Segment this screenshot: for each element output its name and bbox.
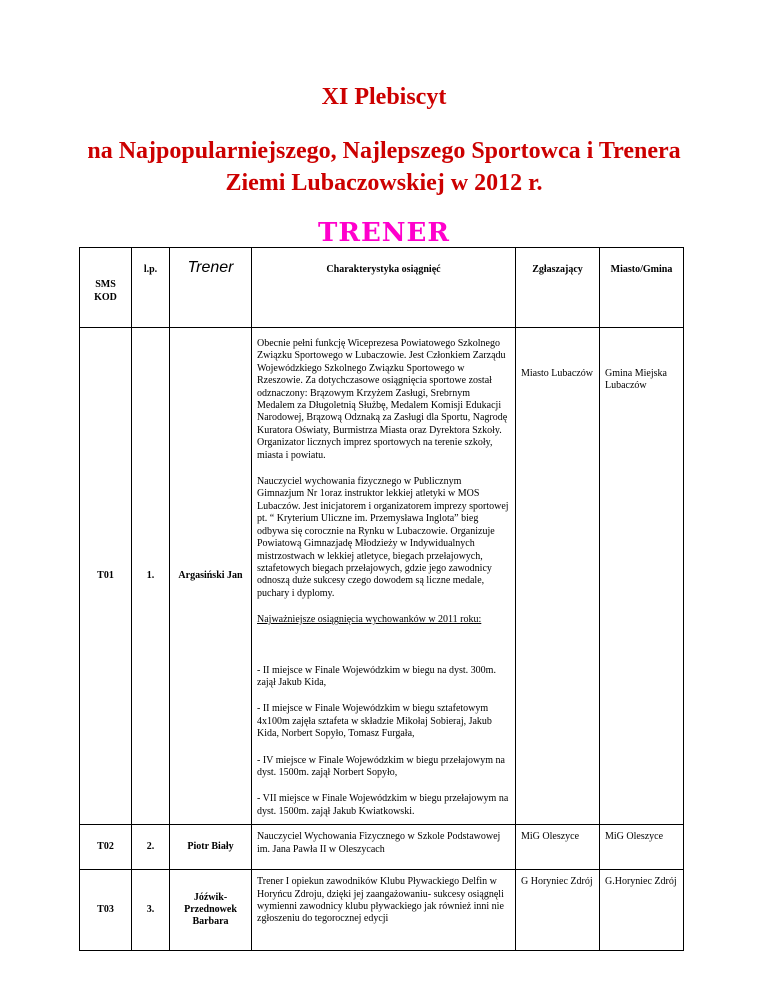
table-row	[80, 825, 684, 870]
row-characteristics: Nauczyciel Wychowania Fizycznego w Szkole Podstawowej im. Jana Pawła II w Oleszycach	[252, 825, 516, 870]
row-miasto-gmina: MiG Oleszyce	[600, 825, 684, 870]
row-trainer-name: Jóźwik-Przednowek Barbara	[170, 870, 252, 951]
section-heading: TRENER	[318, 218, 450, 248]
row-miasto-gmina: G.Horyniec Zdrój	[600, 870, 684, 951]
row-characteristics	[252, 328, 516, 825]
achievement-item: - II miejsce w Finale Wojewódzkim w biegu na dyst. 300m. zajął Jakub Kida,	[257, 664, 496, 688]
header-characteristics: Charakterystyka osiągnięć	[252, 248, 516, 328]
header-zglaszajacy: Zgłaszający	[516, 248, 600, 328]
row-miasto-gmina: Gmina Miejska Lubaczów	[600, 328, 684, 825]
row-trainer-name: Argasiński Jan	[170, 328, 252, 825]
characteristics-paragraph: Obecnie pełni funkcję Wiceprezesa Powiatowego Szkolnego Związku Sportowego w Lubaczowie. Jest Członkiem Zarządu Wojewódzkiego Szkolnego Związku Sportowego w Rzeszowie. Za dotychczasowe osiągnięcia sportowe został odznaczony: Brązowym Krzyżem Zasługi, Srebrnym Medalem za Długoletnią Służbę, Medalem Komisji Edukacji Narodowej, Brązową Odznaką za Zasługi dla Sportu, Nagrodę Kuratora Oświaty, Burmistrza Miasta oraz Dyrektora Szkoły. Organizator licznych imprez sportowych na terenie szkoły, miasta i powiatu.	[257, 338, 508, 461]
header-sms-kod: SMS KOD	[80, 248, 132, 328]
achievement-item: - II miejsce w Finale Wojewódzkim w biegu sztafetowym 4x100m zajęła sztafeta w składzie Mikołaj Sobieraj, Jakub Kida, Norbert Sopyło, Tomasz Furgała,	[257, 703, 492, 740]
achievements-heading: Najważniejsze osiągnięcia wychowanków w 2011 roku:	[257, 614, 482, 626]
row-characteristics: Trener I opiekun zawodników Klubu Pływackiego Delfin w Horyńcu Zdroju, dzięki jej zaangażowaniu- sukcesy osiągnęli wymienni zawodnicy klubu pływackiego jak również inni nie zgłoszeniu do tegorocznej edycji	[252, 870, 516, 951]
row-lp: 3.	[132, 870, 170, 951]
trainers-table	[79, 247, 684, 951]
header-trener: Trener	[170, 248, 252, 328]
achievement-item: - IV miejsce w Finale Wojewódzkim w biegu przełajowym na dyst. 1500m. zajął Norbert Sopyło,	[257, 754, 505, 778]
row-zglaszajacy: MiG Oleszyce	[516, 825, 600, 870]
header-miasto-gmina: Miasto/Gmina	[600, 248, 684, 328]
table-row	[80, 870, 684, 951]
characteristics-paragraph: Nauczyciel wychowania fizycznego w Publicznym Gimnazjum Nr 1oraz instruktor lekkiej atletyki w MOS Lubaczów. Jest inicjatorem i organizatorem imprezy sportowej pt. “ Kryterium Uliczne im. Przemysława Inglota” bieg odbywa się corocznie na Rynku w Lubaczowie. Organizuje Powiatową Gimnazjadę Młodzieży w Indywidualnych mistrzostwach w lekkiej atletyce, biegach przełajowych, sztafetowych biegach przełajowych, gdzie jego zawodnicy odnoszą duże sukcesy czego dowodem są liczne medale, puchary i dyplomy.	[257, 476, 509, 599]
row-kod: T03	[80, 870, 132, 951]
achievement-item: - VII miejsce w Finale Wojewódzkim w biegu przełajowym na dyst. 1500m. zajął Jakub Kwiatkowski.	[257, 793, 509, 817]
row-zglaszajacy: G Horyniec Zdrój	[516, 870, 600, 951]
table-row	[80, 328, 684, 825]
header-lp: l.p.	[132, 248, 170, 328]
document-title: XI Plebiscyt	[321, 84, 447, 110]
row-lp: 1.	[132, 328, 170, 825]
table-header-row	[80, 248, 684, 328]
row-kod: T02	[80, 825, 132, 870]
row-lp: 2.	[132, 825, 170, 870]
row-trainer-name: Piotr Biały	[170, 825, 252, 870]
row-kod: T01	[80, 328, 132, 825]
row-zglaszajacy: Miasto Lubaczów	[516, 328, 600, 825]
document-subtitle: na Najpopularniejszego, Najlepszego Sportowca i Trenera Ziemi Lubaczowskiej w 2012 r.	[87, 138, 681, 196]
